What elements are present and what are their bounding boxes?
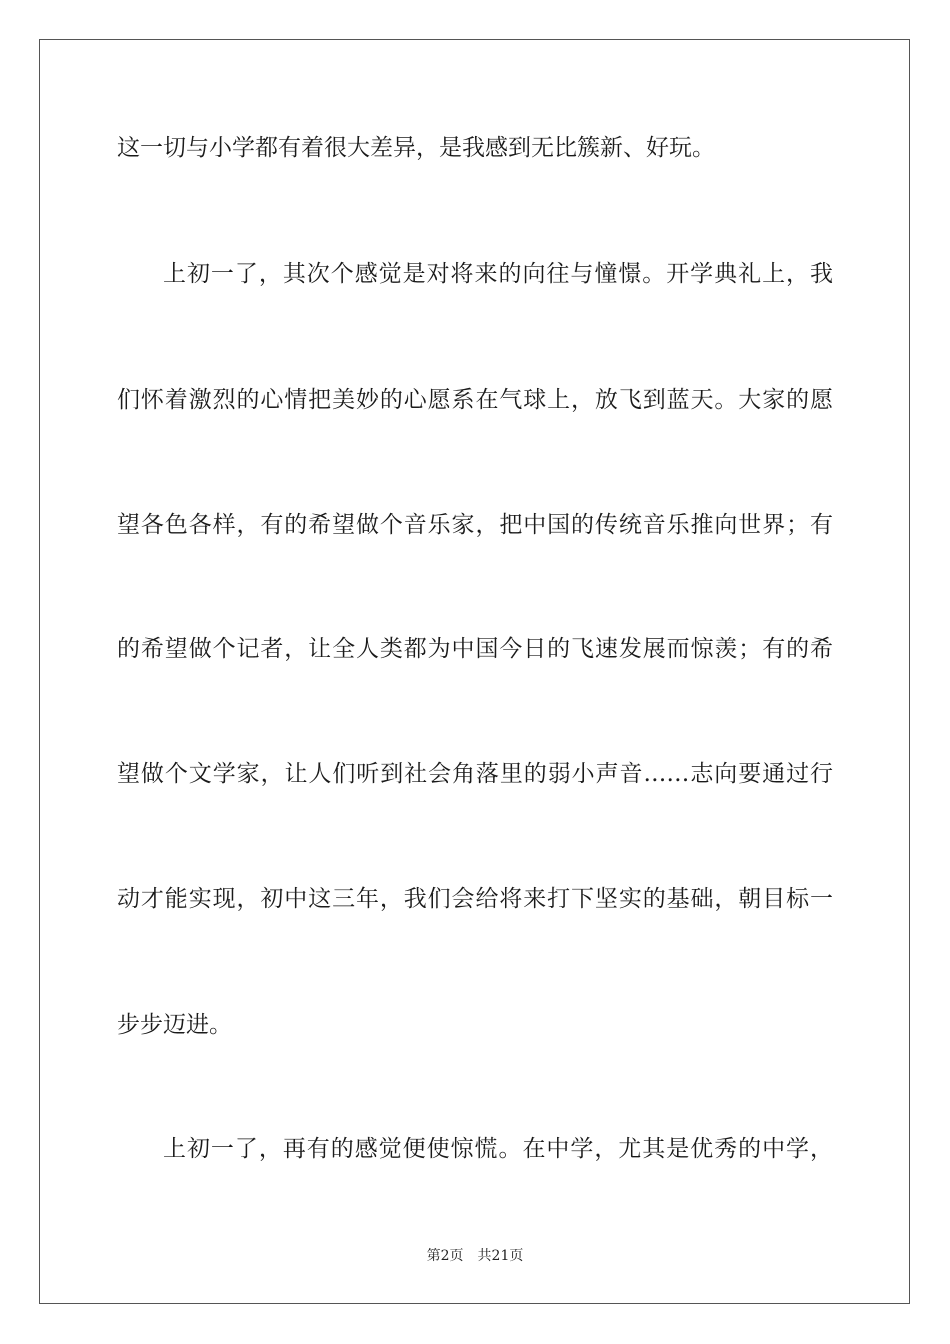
text-line-4: 望各色各样，有的希望做个音乐家，把中国的传统音乐推向世界；有	[117, 512, 833, 538]
page-border	[39, 39, 910, 1304]
text-line-5: 的希望做个记者，让全人类都为中国今日的飞速发展而惊羡；有的希	[117, 636, 833, 662]
text-line-1: 这一切与小学都有着很大差异，是我感到无比簇新、好玩。	[117, 135, 715, 161]
page-footer	[0, 1247, 950, 1265]
text-line-7: 动才能实现，初中这三年，我们会给将来打下坚实的基础，朝目标一	[117, 886, 833, 912]
text-line-3: 们怀着激烈的心情把美妙的心愿系在气球上，放飞到蓝天。大家的愿	[117, 387, 833, 413]
page-number: 第2页	[426, 1248, 464, 1264]
text-line-2: 上初一了，其次个感觉是对将来的向往与憧憬。开学典礼上，我	[163, 261, 833, 287]
page-total: 共21页	[477, 1248, 524, 1264]
text-line-8: 步步迈进。	[117, 1012, 232, 1038]
text-line-9: 上初一了，再有的感觉便使惊慌。在中学，尤其是优秀的中学，	[163, 1136, 833, 1162]
text-line-6: 望做个文学家，让人们听到社会角落里的弱小声音……志向要通过行	[117, 761, 833, 787]
